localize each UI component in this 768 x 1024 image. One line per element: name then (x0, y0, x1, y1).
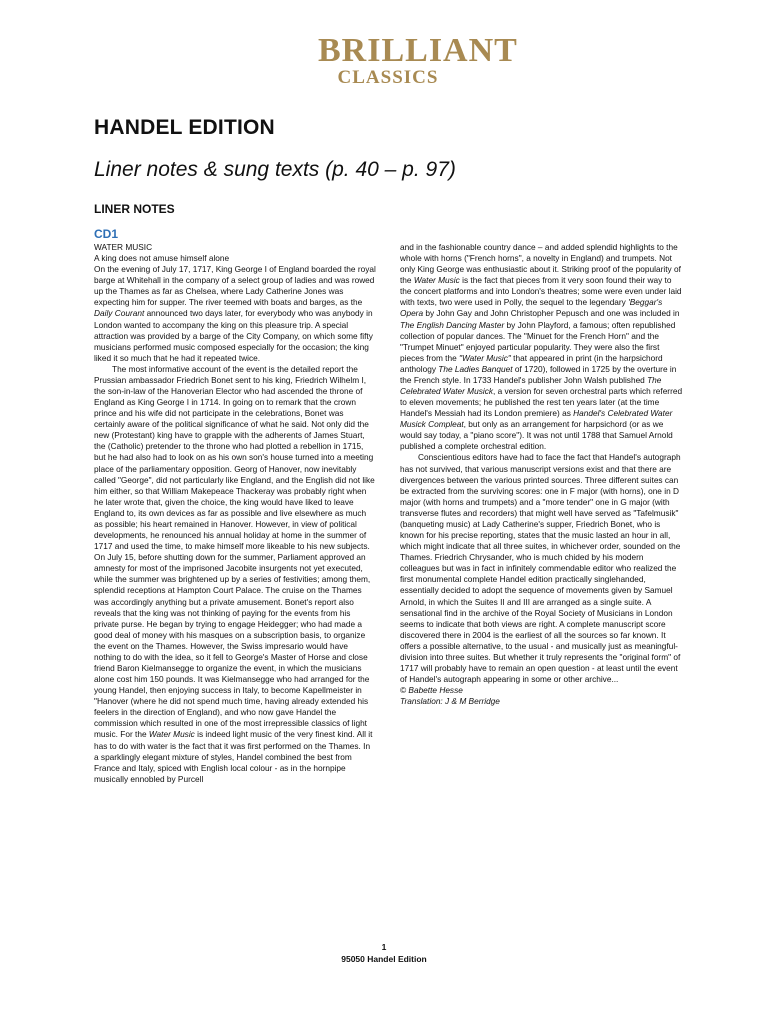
text-run: is the fact that pieces from it very soon found their way to the concert platforms and into London's theatres; some were even under laid with texts, two were used in Polly, the sequel to the legendary (400, 275, 682, 308)
credit-translation (400, 696, 684, 707)
text-run-italic: Water Music (413, 275, 460, 286)
edition-title: HANDEL EDITION (94, 116, 275, 139)
right-column (400, 242, 684, 707)
left-column (94, 242, 376, 785)
text-run: that appeared in print (in the harpsichord anthology (400, 352, 663, 374)
text-run-italic: The Celebrated Water Musick (400, 374, 662, 397)
page-number: 1 (381, 942, 387, 952)
text-run: of 1720), followed in 1725 by the overture in the French style. In 1733 Handel's publisher John Walsh published (400, 363, 677, 385)
footer-title: 95050 Handel Edition (341, 954, 427, 964)
article-heading: WATER MUSIC (94, 242, 153, 252)
article-subheading: A king does not amuse himself alone (94, 253, 230, 264)
text-run-italic: Handel's Celebrated Water Musick Compleat (400, 408, 673, 430)
text-run-italic: Water Music (148, 729, 195, 740)
paragraph-1 (94, 264, 376, 364)
text-run: by John Gay and John Christopher Pepusch and one was included in (423, 308, 680, 319)
text-run-italic: Daily Courant (94, 308, 145, 319)
text-run: by John Playford, a famous; often republished collection of popular dances. The "Minuet for the French Horn" and the "Trumpet Minuet" enjoyed particular popularity. They were also the first pieces from the (400, 319, 676, 363)
cd-heading: CD1 (94, 227, 119, 241)
text-run: announced two days later, for everybody who was anybody in London wanted to accompany the king on this pleasure trip. A special attraction was provided by a barge of the City Company, on which some fifty musicians performed music composed especially for the occasion; the king liked it so much that he had it repeated twice. (94, 308, 373, 363)
text-run: The most informative account of the event is the detailed report the Prussian ambassador Friedrich Bonet sent to his king, Friedrich Wilhelm I, the son-in-law of the Hanoverian Elector who had ascended the throne of England as King George I in 1714. In going on to remark that the crown prince and his wife did not participate in the celebrations, Bonet was certainly aware of the political significance of what he said. Not only did the new (Protestant) king have to grapple with the adherents of James Stuart, the (Catholic) pretender to the throne who had plotted a rebellion in 1715, but he had also had to look on as his own son's house turned into a meeting place of the parliamentary opposition. Georg of Hanover, now inevitably called "George", did not particularly like England, and the English did not like him either, so that William Makepeace Thackeray was probably right when he later wrote that, given the choice, the king would have liked to leave England to, its own devices as far as possible and live elsewhere as much as possible; his heart remained in Hanover. However, in view of political developments, he renounced his annual holiday at home in the summer of 1717 and used the time, to make himself more likeable to his new subjects. On July 15, before shutting down for the summer, Parliament approved an amnesty for most of the imprisoned Jacobite insurgents not yet executed, while the summer was brightened up by a series of festivities; among them, splendid receptions at Hampton Court Palace. The cruise on the Thames was accordingly anything but a private amusement. Bonet's report also reveals that the king was not thinking of paying for the events from his private purse. He began by trying to engage Heidegger; who had made a good deal of money with his masques on a subscription basis, to organize the event on the Thames. However, the Swiss impresario would have nothing to do with the idea, so it fell to George's Master of Horse and close friend Baron Kielmansegge to organize the event, in which the musicians alone cost him 150 pounds. It was Kielmansegge who had arranged for the young Handel, then enjoying success in Italy, to become Kapellmeister in "Hanover (where he did not spend much time, having already extended his feelers in the direction of England), and who now gave Handel the commission which resulted in one of the most irrepressible classics of light music. For the (94, 363, 375, 740)
text-run: , but only as an arrangement for harpsichord (or as we would say today, a "piano score"). It was not until 1788 that Samuel Arnold published a complete orchestral edition. (400, 419, 673, 452)
text-run: On the evening of July 17, 1717, King George I of England boarded the royal barge at Whitehall in the company of a select group of ladies and was rowed up the Thames as far as Chelsea, where Lady Catherine Jones was expecting him for supper. The river teemed with boats and barges, as the (94, 264, 376, 308)
credit-translation-text: Translation: J & M Berridge (400, 696, 500, 707)
credit-author-text: © Babette Hesse (400, 685, 463, 696)
paragraph-2 (94, 364, 376, 785)
brilliant-classics-logo (318, 32, 518, 96)
section-heading: LINER NOTES (94, 202, 175, 216)
logo-line-2: CLASSICS (337, 67, 439, 88)
logo-line-1: BRILLIANT (318, 32, 518, 69)
text-run: , a version for seven orchestral parts which referred to eleven movements; he published the rest ten years later (at the time Handel's Messiah had its London premiere) as (400, 386, 683, 419)
text-run: is indeed light music of the very finest kind. All it has to do with water is the fact that it was first performed on the Thames. In a sparklingly elegant mixture of styles, Handel combined the best from France and Italy, spiced with English local colour - as in the hornpipe musically ennobled by Purcell (94, 729, 373, 784)
credit-author (400, 685, 684, 696)
paragraph-4: Conscientious editors have had to face the fact that Handel's autograph has not survived, that various manuscript versions exist and that there are divergences between the various printed sources. Three different suites can be extracted from the surviving scores: one in F major (with horns), one in D major (with horns and trumpets) and a "more tender" one in G major (with transverse flutes and recorders) that might well have served as "Tafelmusik" (banqueting music) at Lady Catherine's supper, Friedrich Bonet, who is known for his precise reporting, states that the music lasted an hour in all, which might indicate that all three suites, in whichever order, sounded on the Thames. Friedrich Chrysander, who is much chided by his modern colleagues but was in fact in infinitely commendable editor who realized the first monumental complete Handel edition practically singlehanded, essentially decided to adopt the sequence of movements given by Samuel Arnold, in which the Suites II and III are arranged as a single suite. A sensational find in the archive of the Royal Society of Musicians in London seems to indicate that both views are right. A complete manuscript score discovered there in 2004 is the earliest of all the sources so far known. It offers a possible alternative, to the usual - and musically just as meaningful- division into three suites. But whether it truly represents the "original form" of 1717 will probably have to remain an open question - at least until the event of Handel's autograph appearing in some or other archive... (400, 452, 681, 685)
text-run-italic: The English Dancing Master (400, 319, 505, 330)
text-run-italic: "Water Music" (459, 352, 511, 363)
text-run: and in the fashionable country dance – and added splendid highlights to the whole with horns ("French horns", a novelty in England) and trumpets. Not only King George was enthusiastic about it. Striking proof of the popularity of the (400, 242, 681, 286)
text-run-italic: 'Beggar's Opera (400, 297, 663, 319)
paragraph-3 (400, 242, 684, 452)
text-run-italic: The Ladies Banquet (438, 363, 513, 374)
subtitle: Liner notes & sung texts (p. 40 – p. 97) (94, 158, 456, 181)
